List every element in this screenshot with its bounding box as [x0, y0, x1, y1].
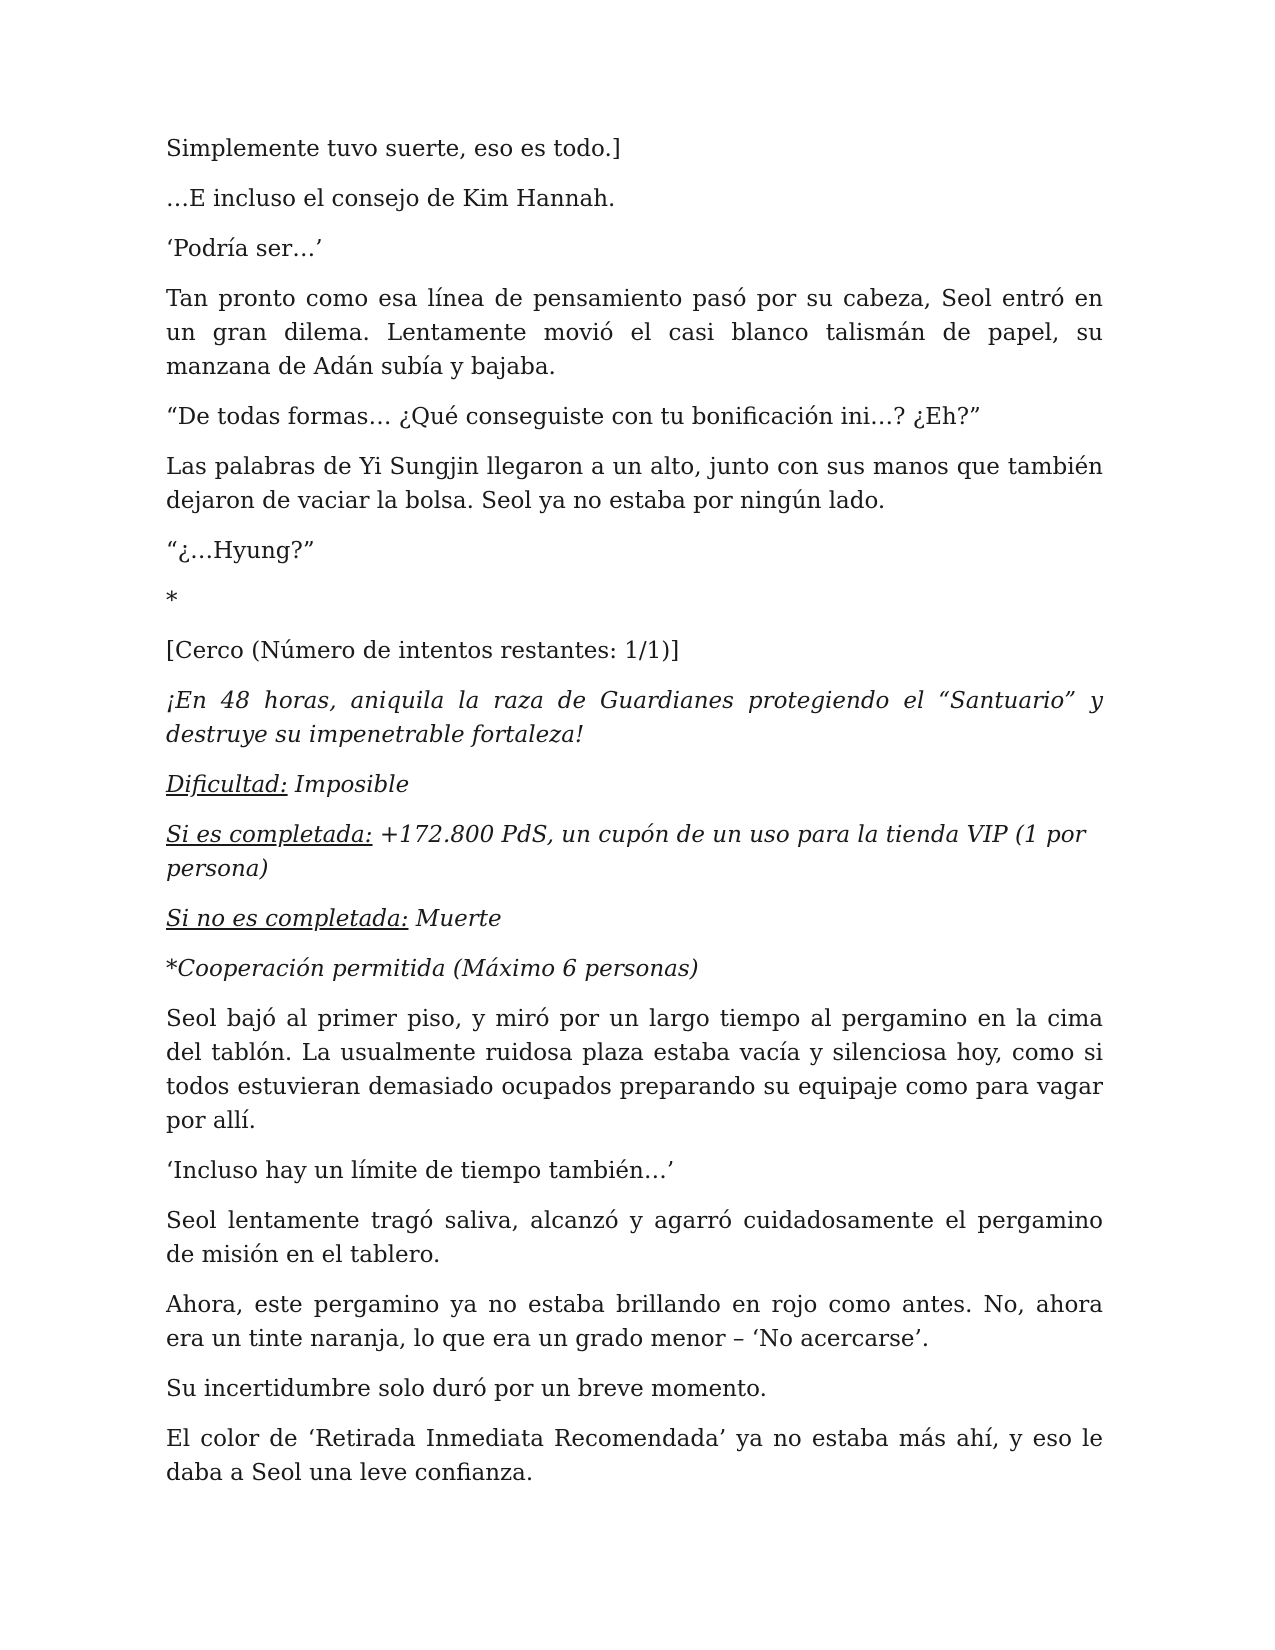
paragraph: Seol lentamente tragó saliva, alcanzó y agarró cuidadosamente el pergamino de misión en el tablero.: [166, 1208, 1103, 1268]
quest-penalty: [166, 902, 1103, 936]
dialogue-paragraph: “¿…Hyung?”: [166, 538, 315, 564]
difficulty-value: Imposible: [287, 772, 410, 798]
success-value: +172.800 PdS, un cupón de un uso para la tienda VIP (1 por persona): [166, 822, 1086, 882]
paragraph: Tan pronto como esa línea de pensamiento pasó por su cabeza, Seol entró en un gran dilema. Lentamente movió el casi blanco talismán de papel, su manzana de Adán subía y bajaba.: [166, 286, 1103, 380]
paragraph: ‘Podría ser…’: [166, 236, 323, 262]
paragraph: …E incluso el consejo de Kim Hannah.: [166, 186, 616, 212]
difficulty-label: Dificultad:: [166, 772, 288, 798]
quest-reward: [166, 818, 1103, 886]
failure-value: Muerte: [408, 906, 502, 932]
paragraph: Su incertidumbre solo duró por un breve momento.: [166, 1376, 767, 1402]
failure-label: Si no es completada:: [166, 906, 409, 932]
paragraph: El color de ‘Retirada Inmediata Recomendada’ ya no estaba más ahí, y eso le daba a Seol una leve confianza.: [166, 1426, 1103, 1486]
paragraph: ‘Incluso hay un límite de tiempo también…’: [166, 1158, 675, 1184]
scene-separator: *: [166, 588, 178, 614]
paragraph: Seol bajó al primer piso, y miró por un largo tiempo al pergamino en la cima del tablón. La usualmente ruidosa plaza estaba vacía y silenciosa hoy, como si todos estuvieran demasiado ocupados preparando su equipaje como para vagar por allí.: [166, 1006, 1103, 1134]
paragraph: Simplemente tuvo suerte, eso es todo.]: [166, 136, 621, 162]
quest-difficulty: [166, 768, 1103, 802]
document-page: [166, 132, 1103, 1506]
quest-note: *Cooperación permitida (Máximo 6 personas): [166, 956, 699, 982]
quest-description: ¡En 48 horas, aniquila la raza de Guardianes protegiendo el “Santuario” y destruye su impenetrable fortaleza!: [166, 688, 1103, 748]
success-label: Si es completada:: [166, 822, 373, 848]
dialogue-paragraph: “De todas formas… ¿Qué conseguiste con tu bonificación ini…? ¿Eh?”: [166, 404, 981, 430]
paragraph: Ahora, este pergamino ya no estaba brillando en rojo como antes. No, ahora era un tinte naranja, lo que era un grado menor – ‘No acercarse’.: [166, 1292, 1103, 1352]
quest-title: [Cerco (Número de intentos restantes: 1/1)]: [166, 638, 680, 664]
paragraph: Las palabras de Yi Sungjin llegaron a un alto, junto con sus manos que también dejaron de vaciar la bolsa. Seol ya no estaba por ningún lado.: [166, 454, 1103, 514]
